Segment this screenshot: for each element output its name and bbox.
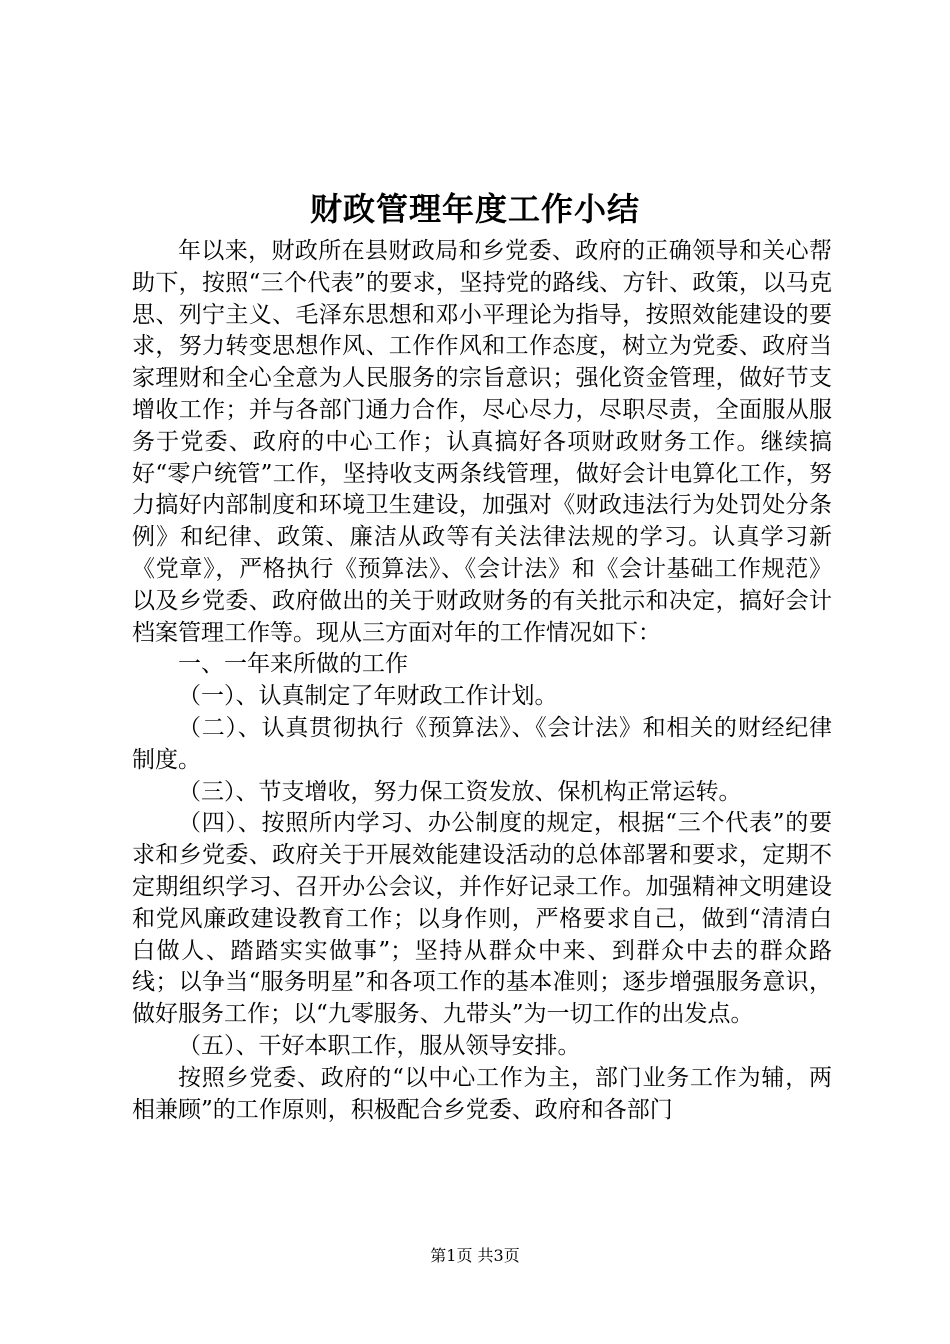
page-number-footer: 第1页 共3页 xyxy=(430,1246,520,1265)
list-item-4: （四）、按照所内学习、办公制度的规定，根据“三个代表”的要求和乡党委、政府关于开展效能建设活动的总体部署和要求，定期不定期组织学习、召开办公会议，并作好记录工作。加强精神文明建设和党风廉政建设教育工作；以身作则，严格要求自己，做到“清清白白做人、踏踏实实做事”；坚持从群众中来、到群众中去的群众路线；以争当“服务明星”和各项工作的基本准则；逐步增强服务意识，做好服务工作；以“九零服务、九带头”为一切工作的出发点。 xyxy=(132,810,832,1028)
list-item-2: （二）、认真贯彻执行《预算法》、《会计法》和相关的财经纪律制度。 xyxy=(132,714,832,773)
paragraph-principle: 按照乡党委、政府的“以中心工作为主，部门业务工作为辅，两相兼顾”的工作原则，积极配合乡党委、政府和各部门 xyxy=(132,1064,832,1123)
section-heading-1: 一、一年来所做的工作 xyxy=(178,651,408,678)
paragraph-intro: 年以来，财政所在县财政局和乡党委、政府的正确领导和关心帮助下，按照“三个代表”的要求，坚持党的路线、方针、政策，以马克思、列宁主义、毛泽东思想和邓小平理论为指导，按照效能建设的要求，努力转变思想作风、工作作风和工作态度，树立为党委、政府当家理财和全心全意为人民服务的宗旨意识；强化资金管理，做好节支增收工作；并与各部门通力合作，尽心尽力，尽职尽责，全面服从服务于党委、政府的中心工作；认真搞好各项财政财务工作。继续搞好“零户统管”工作，坚持收支两条线管理，做好会计电算化工作，努力搞好内部制度和环境卫生建设，加强对《财政违法行为处罚处分条例》和纪律、政策、廉洁从政等有关法律法规的学习。认真学习新《党章》，严格执行《预算法》、《会计法》和《会计基础工作规范》以及乡党委、政府做出的关于财政财务的有关批示和决定，搞好会计档案管理工作等。现从三方面对年的工作情况如下： xyxy=(132,238,832,646)
document-body xyxy=(132,236,832,1126)
list-item-3: （三）、节支增收，努力保工资发放、保机构正常运转。 xyxy=(178,778,742,805)
list-item-5: （五）、干好本职工作，服从领导安排。 xyxy=(178,1032,581,1059)
list-item-1: （一）、认真制定了年财政工作计划。 xyxy=(178,683,558,710)
document-title: 财政管理年度工作小结 xyxy=(309,190,640,228)
